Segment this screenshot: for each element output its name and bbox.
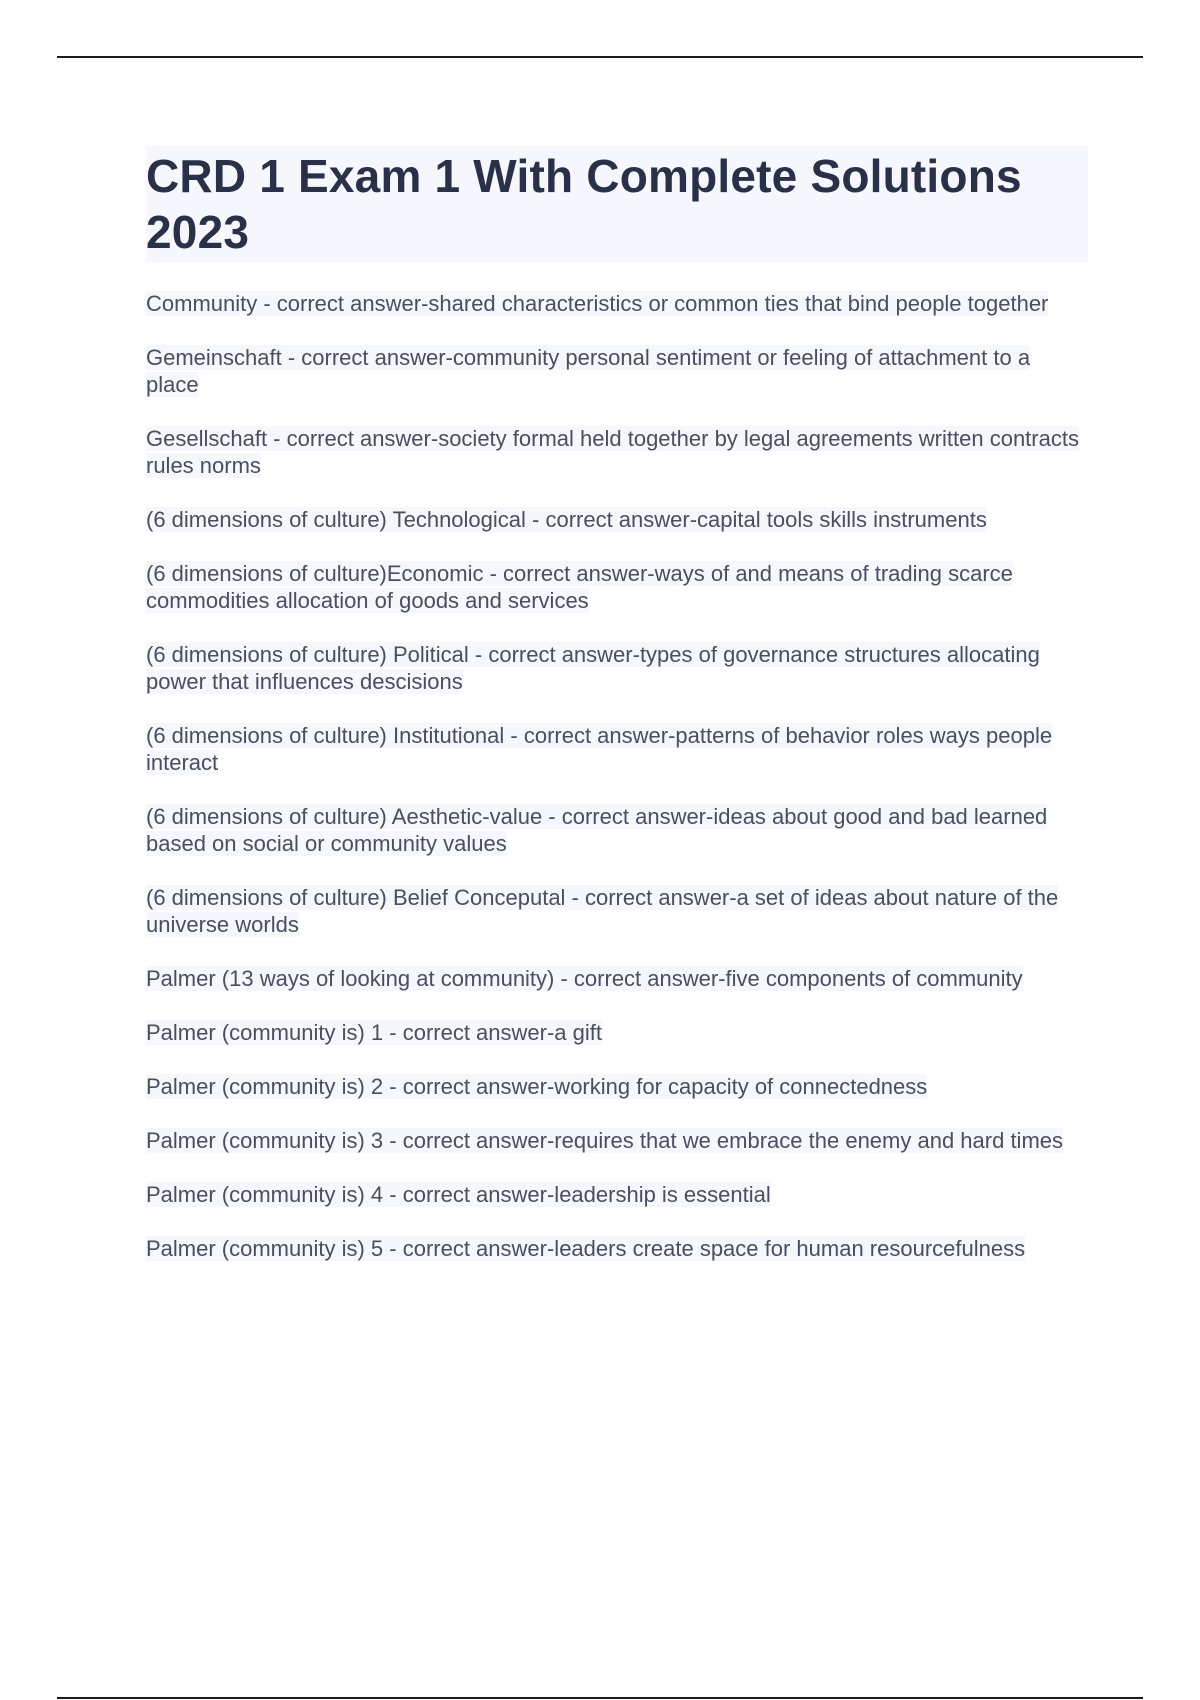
list-item — [146, 344, 1088, 398]
list-item — [146, 1073, 1088, 1100]
entry-text: (6 dimensions of culture) Technological - correct answer-capital tools skills instruments — [146, 507, 987, 532]
list-item — [146, 1181, 1088, 1208]
entry-text: Palmer (community is) 1 - correct answer-a gift — [146, 1020, 602, 1045]
list-item — [146, 560, 1088, 614]
list-item — [146, 425, 1088, 479]
entry-text: Gemeinschaft - correct answer-community personal sentiment or feeling of attachment to a place — [146, 345, 1031, 397]
list-item — [146, 722, 1088, 776]
entry-text: Palmer (13 ways of looking at community) - correct answer-five components of community — [146, 966, 1023, 991]
list-item — [146, 803, 1088, 857]
document-title: CRD 1 Exam 1 With Complete Solutions 2023 — [146, 150, 1022, 258]
list-item — [146, 1235, 1088, 1262]
entry-text: (6 dimensions of culture) Aesthetic-value - correct answer-ideas about good and bad learned based on social or community values — [146, 804, 1048, 856]
bottom-divider — [57, 1697, 1143, 1699]
document-body — [146, 146, 1088, 1289]
list-item — [146, 290, 1088, 317]
list-item — [146, 641, 1088, 695]
title-block — [146, 146, 1088, 262]
top-divider — [57, 56, 1143, 58]
entry-text: (6 dimensions of culture)Economic - correct answer-ways of and means of trading scarce commodities allocation of goods and services — [146, 561, 1013, 613]
list-item — [146, 506, 1088, 533]
entry-text: Palmer (community is) 4 - correct answer-leadership is essential — [146, 1182, 771, 1207]
entry-text: Community - correct answer-shared characteristics or common ties that bind people together — [146, 291, 1049, 316]
list-item — [146, 1127, 1088, 1154]
entry-text: Palmer (community is) 3 - correct answer-requires that we embrace the enemy and hard times — [146, 1128, 1064, 1153]
entry-text: Palmer (community is) 5 - correct answer-leaders create space for human resourcefulness — [146, 1236, 1026, 1261]
entry-text: (6 dimensions of culture) Institutional - correct answer-patterns of behavior roles ways people interact — [146, 723, 1053, 775]
entry-text: Palmer (community is) 2 - correct answer-working for capacity of connectedness — [146, 1074, 928, 1099]
list-item — [146, 965, 1088, 992]
list-item — [146, 1019, 1088, 1046]
entry-text: (6 dimensions of culture) Belief Conceputal - correct answer-a set of ideas about nature of the universe worlds — [146, 885, 1059, 937]
entry-list — [146, 290, 1088, 1262]
list-item — [146, 884, 1088, 938]
entry-text: Gesellschaft - correct answer-society formal held together by legal agreements written contracts rules norms — [146, 426, 1079, 478]
entry-text: (6 dimensions of culture) Political - correct answer-types of governance structures allocating power that influences descisions — [146, 642, 1040, 694]
